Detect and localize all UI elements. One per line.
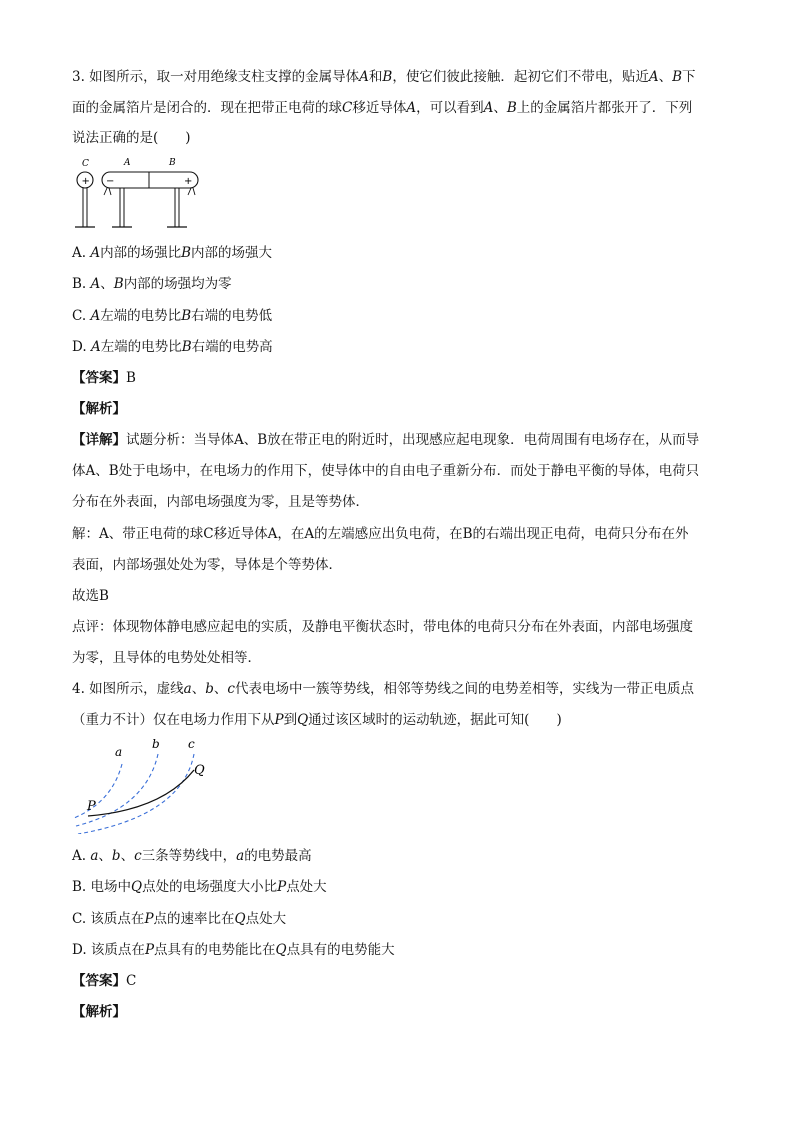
q3-option-a: A. A内部的场强比B内部的场强大 [72,245,273,261]
q4-option-d: D. 该质点在P点具有的电势能比在Q点具有的电势能大 [72,942,395,958]
label-a: a [115,745,123,759]
q4-option-c: C. 该质点在P点的速率比在Q点处大 [72,911,287,927]
label-c: c [188,737,195,751]
equipotential-c [78,754,194,834]
q3-solution-line1: 解：A、带正电荷的球C移近导体A，在A的左端感应出负电荷，在B的右端出现正电荷，电荷只分布在外 [72,526,689,542]
q3-conductor-figure [72,155,207,233]
label-q: Q [194,763,205,778]
q3-option-b: B. A、B内部的场强均为零 [72,276,232,292]
q3-detail-line3: 分布在外表面，内部电场强度为零，且是等势体． [72,494,369,510]
equipotential-b [76,754,158,826]
q3-analysis-label: 【解析】 [72,401,126,417]
ball-c-sign: + [81,176,90,187]
conductor-a-sign: − [106,176,115,187]
q4-analysis-label: 【解析】 [72,1004,126,1020]
label-c: C [82,159,89,169]
q4-figure-svg [70,734,220,834]
detail-label: 【详解】 [72,432,126,448]
q4-option-b: B. 电场中Q点处的电场强度大小比P点处大 [72,879,327,895]
q4-stem-line2: （重力不计）仅在电场力作用下从P到Q通过该区域时的运动轨迹，据此可知( ) [72,712,562,728]
q3-stem-line2: 面的金属箔片是闭合的．现在把带正电荷的球C移近导体A，可以看到A、B上的金属箔片都张开了．下列 [72,100,693,116]
q4-answer [72,971,136,991]
q3-solution-line2: 表面，内部场强处处为零，导体是个等势体． [72,557,342,573]
label-b: B [169,158,176,168]
q3-figure-svg [72,155,207,233]
label-a: A [124,158,131,168]
q3-comment-line1: 点评：体现物体静电感应起电的实质，及静电平衡状态时，带电体的电荷只分布在外表面，内部电场强度 [72,619,693,635]
q3-comment-line2: 为零，且导体的电势处处相等． [72,650,261,666]
q4-equipotential-figure [70,734,220,834]
label-b: b [152,737,160,751]
foil-b [188,188,195,195]
q3-choose: 故选B [72,588,109,604]
answer-value: C [126,973,137,989]
label-p: P [87,799,96,814]
conductor-b-sign: + [184,176,193,187]
foil-a [104,188,111,195]
q3-stem-line1: 3. 如图所示，取一对用绝缘支柱支撑的金属导体A和B，使它们彼此接触．起初它们不带电，贴近A、B下 [72,69,696,85]
trajectory-line [88,770,194,816]
q3-option-d: D. A左端的电势比B右端的电势高 [72,339,273,355]
q4-stem-line1: 4. 如图所示，虚线a、b、c代表电场中一簇等势线，相邻等势线之间的电势差相等，实线为一带正电质点 [72,681,694,697]
q3-stem-line3: 说法正确的是( ) [72,130,191,146]
equipotential-a [74,764,122,818]
answer-value: B [126,370,136,386]
q3-detail-line2: 体A、B处于电场中，在电场力的作用下，使导体中的自由电子重新分布．而处于静电平衡的导体，电荷只 [72,463,700,479]
answer-label: 【答案】 [72,973,126,989]
answer-label: 【答案】 [72,370,126,386]
q3-detail-line1: 【详解】试题分析：当导体A、B放在带正电的附近时，出现感应起电现象．电荷周围有电场存在，从而导 [72,432,700,448]
q3-option-c: C. A左端的电势比B右端的电势低 [72,308,273,324]
q3-answer [72,368,136,388]
q4-option-a: A. a、b、c三条等势线中，a的电势最高 [72,848,312,864]
